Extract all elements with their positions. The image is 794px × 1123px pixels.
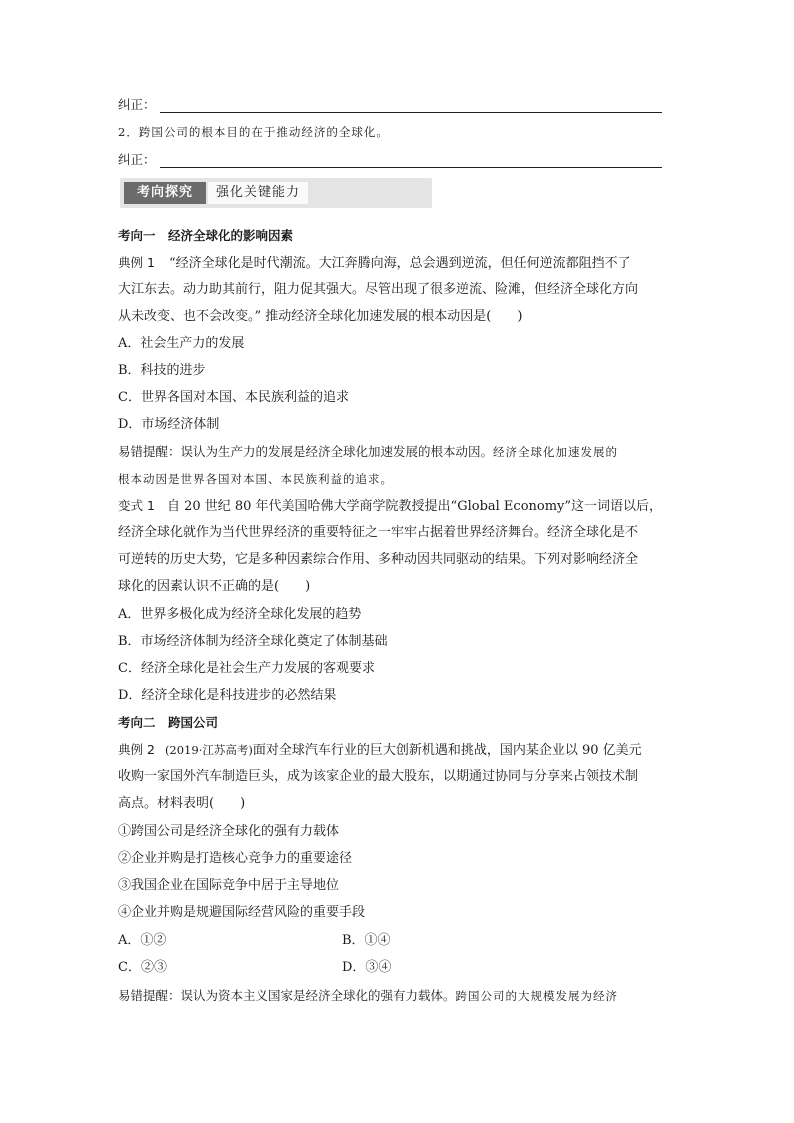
banner-subtitle: 强化关键能力 xyxy=(208,182,308,204)
correction-fill-line[interactable] xyxy=(160,167,662,168)
option-c[interactable]: C．②③ xyxy=(118,960,167,975)
statement-2: ②企业并购是打造核心竞争力的重要途径 xyxy=(118,851,353,866)
option-a[interactable]: A．社会生产力的发展 xyxy=(118,336,245,351)
example-text: “经济全球化是时代潮流。大江奔腾向海，总会遇到逆流，但任何逆流都阻挡不了 xyxy=(168,256,631,271)
example-2-line-1 xyxy=(118,740,642,761)
example-2-line-3: 高点。材料表明( ) xyxy=(118,796,246,811)
tip-text: 经济全球化加速发展的 xyxy=(493,445,619,459)
option-b[interactable]: B．科技的进步 xyxy=(118,363,206,378)
variant-1-line-1 xyxy=(118,496,662,517)
tip-text: 跨国公司的大规模发展为经济 xyxy=(455,989,619,1003)
statement-3: ③我国企业在国际竞争中居于主导地位 xyxy=(118,878,340,893)
banner-tag: 考向探究 xyxy=(124,182,206,204)
option-d[interactable]: D．市场经济体制 xyxy=(118,417,220,432)
error-tip-line-2: 根本动因是世界各国对本国、本民族利益的追求。 xyxy=(118,472,393,486)
example-text: 面对全球汽车行业的巨大创新机遇和挑战，国内某企业以 90 亿美元 xyxy=(252,743,642,758)
option-b[interactable]: B．①④ xyxy=(342,933,391,948)
correction-fill-line[interactable] xyxy=(160,112,662,113)
section-banner xyxy=(120,178,432,208)
variant-1-line-2: 经济全球化就作为当代世界经济的重要特征之一牢牢占据着世界经济舞台。经济全球化是不 xyxy=(118,525,639,540)
correction-label: 纠正： xyxy=(118,97,156,112)
example-label: 典例 1 xyxy=(118,255,155,270)
tip-label: 易错提醒： xyxy=(118,988,181,1003)
error-tip-line-1 xyxy=(118,442,618,463)
option-c[interactable]: C．世界各国对本国、本民族利益的追求 xyxy=(118,390,349,405)
tip-text: 误认为生产力的发展是经济全球化加速发展的根本动因。 xyxy=(180,444,494,459)
option-b[interactable]: B．市场经济体制为经济全球化奠定了体制基础 xyxy=(118,634,388,649)
variant-label: 变式 1 xyxy=(118,498,155,513)
option-c[interactable]: C．经济全球化是社会生产力发展的客观要求 xyxy=(118,661,375,676)
example-2-line-2: 收购一家国外汽车制造巨头，成为该家企业的最大股东，以期通过协同与分享来占领技术制 xyxy=(118,769,639,784)
variant-1-line-4: 球化的因素认识不正确的是( ) xyxy=(118,579,311,594)
tip-text: 误认为资本主义国家是经济全球化的强有力载体。 xyxy=(180,988,456,1003)
exam-source: (2019·江苏高考) xyxy=(164,743,253,757)
correction-label: 纠正： xyxy=(118,152,156,167)
example-1-line-1 xyxy=(118,253,631,274)
example-label: 典例 2 xyxy=(118,742,155,757)
section-heading: 考向一 经济全球化的影响因素 xyxy=(118,228,294,243)
option-a[interactable]: A．①② xyxy=(118,933,167,948)
statement-4: ④企业并购是规避国际经营风险的重要手段 xyxy=(118,905,366,920)
variant-text: 自 20 世纪 80 年代美国哈佛大学商学院教授提出“Global Economy”这一词语以后， xyxy=(166,499,663,514)
option-d[interactable]: D．经济全球化是科技进步的必然结果 xyxy=(118,688,337,703)
error-tip-line-1 xyxy=(118,986,618,1007)
option-d[interactable]: D．③④ xyxy=(342,960,392,975)
item-2-statement: 2．跨国公司的根本目的在于推动经济的全球化。 xyxy=(118,125,389,139)
option-a[interactable]: A．世界多极化成为经济全球化发展的趋势 xyxy=(118,607,362,622)
statement-1: ①跨国公司是经济全球化的强有力载体 xyxy=(118,824,340,839)
variant-1-line-3: 可逆转的历史大势，它是多种因素综合作用、多种动因共同驱动的结果。下列对影响经济全 xyxy=(118,552,639,567)
example-1-line-2: 大江东去。动力助其前行，阻力促其强大。尽管出现了很多逆流、险滩，但经济全球化方向 xyxy=(118,282,639,297)
example-1-line-3: 从未改变、也不会改变。” 推动经济全球化加速发展的根本动因是( ) xyxy=(118,309,523,324)
tip-label: 易错提醒： xyxy=(118,444,181,459)
section-heading: 考向二 跨国公司 xyxy=(118,715,219,730)
